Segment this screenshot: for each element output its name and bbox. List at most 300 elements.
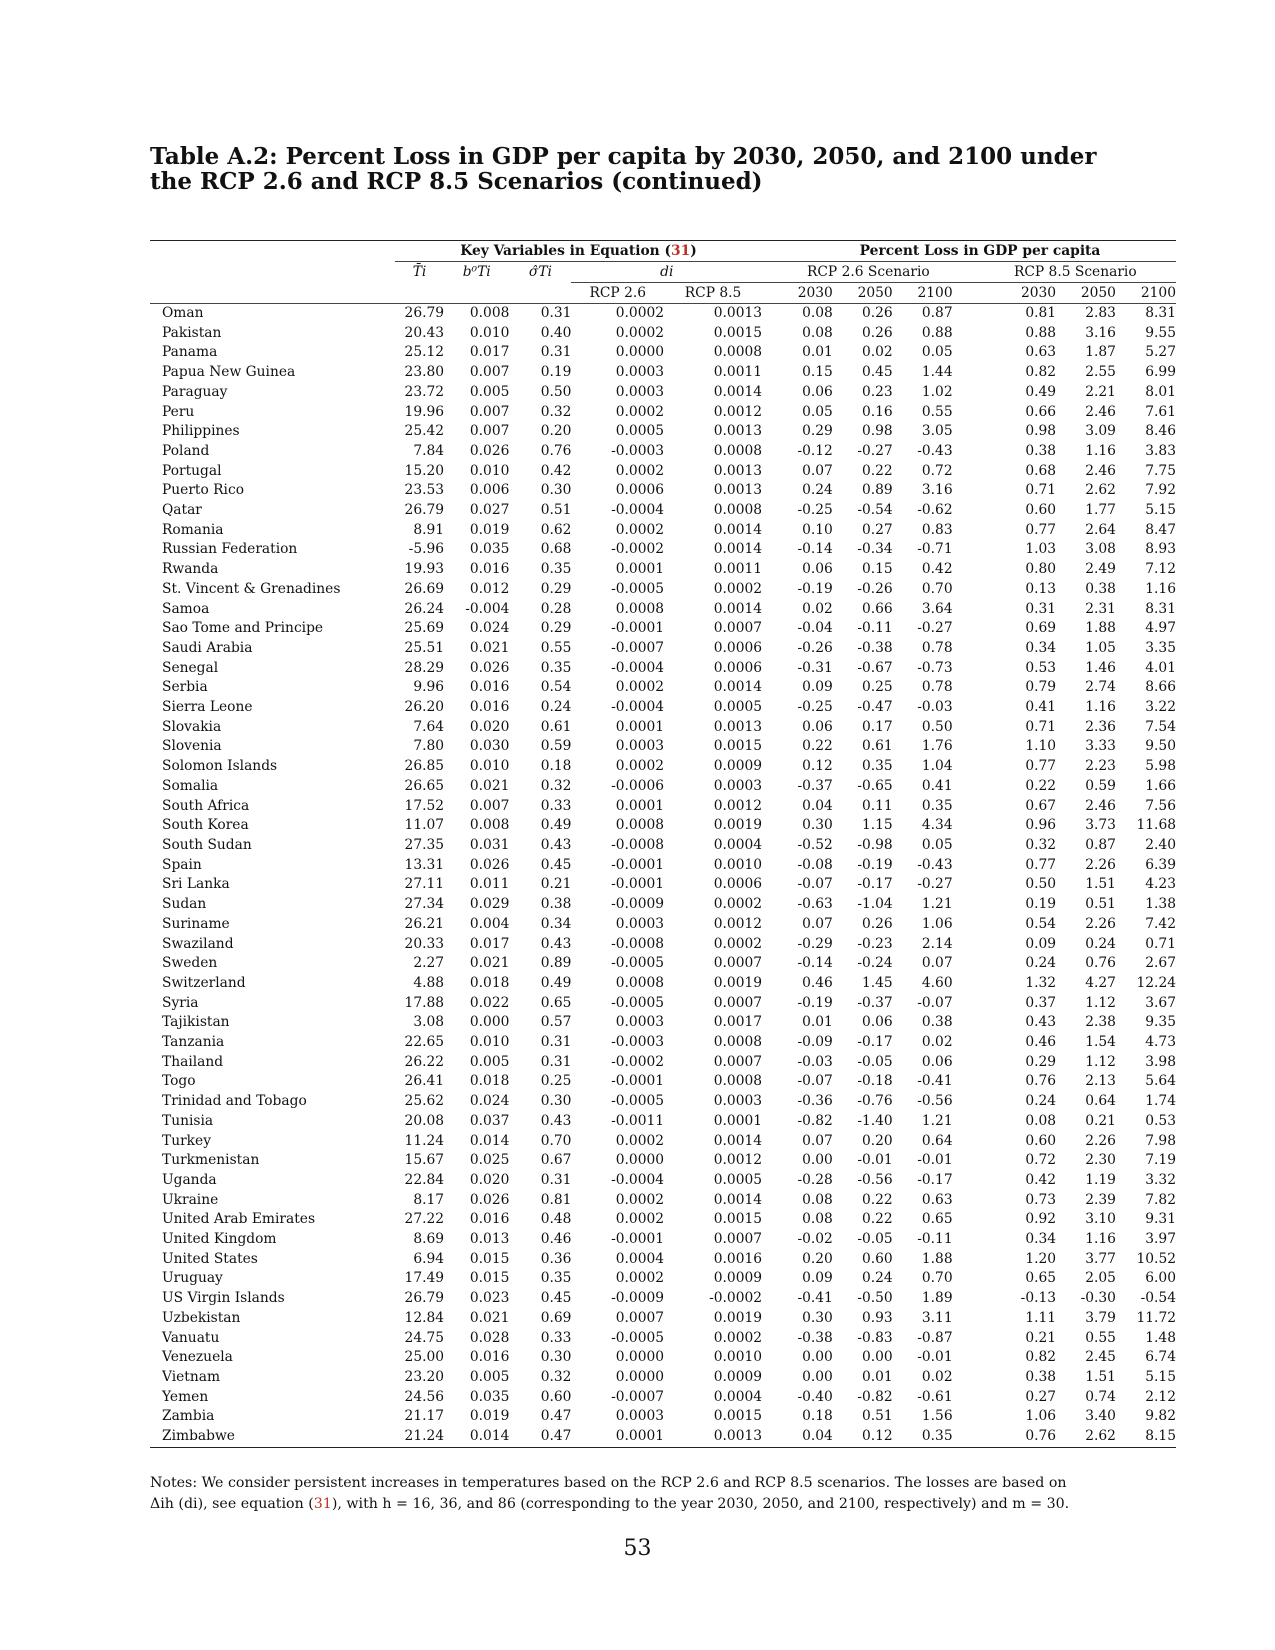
cell-d-rcp85: 0.0012	[713, 797, 763, 814]
cell-sigma: 0.45	[540, 1290, 572, 1307]
cell-rcp85-2100: 4.23	[1145, 876, 1176, 893]
cell-rcp85-2050: 1.16	[1085, 1231, 1116, 1248]
cell-rcp85-2100: 4.73	[1145, 1034, 1176, 1051]
cell-rcp26-2030: 0.30	[802, 817, 833, 834]
cell-rcp26-2050: 0.06	[861, 1014, 893, 1031]
cell-rcp26-2100: 2.14	[921, 935, 953, 952]
cell-rcp85-2050: 2.83	[1085, 305, 1116, 321]
cell-rcp26-2100: 0.05	[921, 344, 953, 361]
cell-b0: 0.016	[469, 1349, 510, 1366]
cell-b0: 0.007	[469, 403, 510, 420]
cell-rcp85-2050: 1.54	[1085, 1034, 1116, 1051]
cell-sigma: 0.54	[540, 679, 572, 696]
cell-rcp26-2030: 0.29	[802, 423, 833, 440]
table-row	[150, 1092, 1176, 1112]
cell-rcp26-2050: -0.98	[857, 836, 893, 853]
cell-sigma: 0.57	[540, 1014, 572, 1031]
cell-rcp85-2030: 0.38	[1025, 1368, 1057, 1385]
cell-rcp85-2050: 4.27	[1085, 974, 1116, 991]
cell-rcp26-2050: -0.24	[857, 955, 893, 972]
cell-rcp26-2050: 0.11	[861, 797, 893, 814]
cell-rcp26-2050: -0.65	[857, 777, 893, 794]
cell-country: St. Vincent & Grenadines	[162, 580, 341, 597]
cell-rcp26-2100: -0.11	[917, 1231, 953, 1248]
cell-country: Sweden	[162, 955, 218, 972]
cell-t-mean: 25.69	[404, 620, 445, 637]
cell-rcp26-2100: 0.55	[921, 403, 953, 420]
cell-rcp85-2030: 0.46	[1025, 1034, 1057, 1051]
cell-rcp85-2030: 1.06	[1025, 1408, 1057, 1425]
table-row	[150, 639, 1176, 659]
cell-b0: 0.021	[469, 1309, 510, 1326]
table-row	[150, 1013, 1176, 1033]
cell-rcp26-2100: -0.03	[917, 699, 953, 716]
cell-rcp26-2030: 0.20	[802, 1250, 833, 1267]
cell-b0: 0.026	[469, 442, 510, 459]
cell-b0: 0.016	[469, 1211, 510, 1228]
cell-country: Qatar	[162, 502, 202, 519]
cell-sigma: 0.68	[540, 541, 572, 558]
cell-rcp26-2050: 0.02	[861, 344, 893, 361]
cell-country: United Kingdom	[162, 1231, 277, 1248]
cell-rcp85-2030: 0.31	[1025, 600, 1057, 617]
cell-rcp26-2050: -0.76	[857, 1093, 893, 1110]
cell-t-mean: 27.34	[404, 896, 445, 913]
cell-rcp26-2030: 0.46	[802, 974, 833, 991]
cell-country: Suriname	[162, 915, 230, 932]
cell-sigma: 0.28	[540, 600, 572, 617]
cell-rcp26-2050: 0.60	[861, 1250, 893, 1267]
cell-t-mean: 17.52	[404, 797, 445, 814]
cell-rcp26-2030: -0.02	[797, 1231, 833, 1248]
cell-country: US Virgin Islands	[162, 1290, 285, 1307]
cell-t-mean: 22.84	[404, 1171, 445, 1188]
cell-t-mean: 25.12	[404, 344, 445, 361]
cell-rcp85-2050: 1.12	[1085, 994, 1116, 1011]
cell-d-rcp26: 0.0003	[615, 738, 665, 755]
cell-t-mean: 15.67	[404, 1152, 445, 1169]
table-row	[150, 797, 1176, 817]
cell-rcp85-2050: 3.16	[1085, 324, 1116, 341]
cell-sigma: 0.34	[540, 915, 572, 932]
cell-rcp85-2050: 0.21	[1085, 1112, 1116, 1129]
cell-sigma: 0.29	[540, 620, 572, 637]
cell-country: Vietnam	[162, 1368, 221, 1385]
cell-rcp85-2030: 0.65	[1025, 1270, 1057, 1287]
cell-t-mean: 8.91	[413, 521, 445, 538]
cell-rcp85-2030: 0.72	[1025, 1152, 1057, 1169]
gdp-loss-table	[150, 240, 1176, 1448]
cell-sigma: 0.50	[540, 383, 572, 400]
cell-rcp85-2030: 0.66	[1025, 403, 1057, 420]
cell-rcp26-2050: -0.56	[857, 1171, 893, 1188]
table-row	[150, 1191, 1176, 1211]
cell-rcp85-2100: 9.35	[1145, 1014, 1176, 1031]
cell-rcp85-2030: 0.76	[1025, 1073, 1057, 1090]
cell-rcp26-2050: 0.26	[861, 324, 893, 341]
table-row	[150, 698, 1176, 718]
col-year: 2030	[762, 283, 833, 304]
cell-country: Senegal	[162, 659, 219, 676]
cell-country: Slovenia	[162, 738, 222, 755]
cell-sigma: 0.19	[540, 364, 572, 381]
cell-rcp85-2030: 0.19	[1025, 896, 1057, 913]
cell-sigma: 0.35	[540, 659, 572, 676]
col-year: 2100	[1116, 283, 1176, 304]
table-row	[150, 1250, 1176, 1270]
col-year: 2050	[833, 283, 893, 304]
cell-rcp26-2100: 0.42	[921, 561, 953, 578]
cell-t-mean: 20.33	[404, 935, 445, 952]
cell-sigma: 0.81	[540, 1191, 572, 1208]
cell-rcp85-2050: 2.38	[1085, 1014, 1116, 1031]
cell-rcp85-2030: 0.08	[1025, 1112, 1057, 1129]
table-row	[150, 462, 1176, 482]
cell-t-mean: 26.20	[404, 699, 445, 716]
cell-rcp26-2100: 3.11	[921, 1309, 953, 1326]
cell-rcp85-2050: 1.12	[1085, 1053, 1116, 1070]
cell-b0: 0.007	[469, 364, 510, 381]
cell-rcp26-2100: 0.64	[921, 1132, 953, 1149]
cell-d-rcp26: 0.0002	[615, 521, 665, 538]
cell-rcp26-2030: 0.10	[802, 521, 833, 538]
cell-t-mean: 26.21	[404, 915, 445, 932]
cell-d-rcp85: 0.0007	[713, 1053, 763, 1070]
cell-sigma: 0.20	[540, 423, 572, 440]
cell-sigma: 0.43	[540, 836, 572, 853]
cell-b0: 0.013	[469, 1231, 510, 1248]
cell-sigma: 0.25	[540, 1073, 572, 1090]
page-number: 53	[623, 1536, 652, 1561]
cell-country: Tanzania	[162, 1034, 225, 1051]
cell-rcp26-2050: -0.17	[857, 876, 893, 893]
cell-sigma: 0.43	[540, 1112, 572, 1129]
cell-rcp85-2100: 5.15	[1145, 502, 1176, 519]
cell-rcp85-2030: 0.81	[1025, 305, 1057, 321]
header-row-variables	[150, 262, 1176, 283]
cell-country: Somalia	[162, 777, 219, 794]
cell-d-rcp85: 0.0008	[713, 442, 763, 459]
cell-rcp26-2030: 0.18	[802, 1408, 833, 1425]
cell-rcp26-2100: 0.38	[921, 1014, 953, 1031]
cell-sigma: 0.67	[540, 1152, 572, 1169]
cell-b0: 0.010	[469, 462, 510, 479]
cell-d-rcp26: 0.0003	[615, 1014, 665, 1031]
cell-rcp26-2050: -1.04	[857, 896, 893, 913]
cell-rcp26-2030: -0.07	[797, 1073, 833, 1090]
cell-sigma: 0.31	[540, 344, 572, 361]
cell-d-rcp85: 0.0014	[713, 383, 763, 400]
cell-sigma: 0.47	[540, 1408, 572, 1425]
cell-rcp26-2030: -0.26	[797, 639, 833, 656]
cell-b0: 0.019	[469, 1408, 510, 1425]
cell-d-rcp85: 0.0008	[713, 1034, 763, 1051]
cell-rcp26-2100: 1.06	[921, 915, 953, 932]
cell-rcp85-2050: 0.38	[1085, 580, 1116, 597]
cell-rcp26-2030: 0.08	[802, 305, 833, 321]
cell-rcp26-2100: 0.35	[893, 1427, 953, 1447]
table-row	[150, 994, 1176, 1014]
cell-rcp26-2030: 0.04	[762, 1427, 833, 1447]
cell-t-mean: 25.42	[404, 423, 445, 440]
cell-b0: 0.027	[469, 502, 510, 519]
notes-equation-ref-link[interactable]: 31	[313, 1496, 332, 1512]
cell-country: Zambia	[162, 1408, 215, 1425]
cell-rcp26-2050: 0.12	[833, 1427, 893, 1447]
notes-line-2: Δih (di), see equation (31), with h = 16, 36, and 86 (corresponding to the year 2030, 2050, and 2100, respectively) and m = 30.	[150, 1496, 1070, 1512]
cell-sigma: 0.30	[540, 482, 572, 499]
cell-rcp85-2030: 0.21	[1025, 1329, 1057, 1346]
cell-rcp85-2030: 0.69	[1025, 620, 1057, 637]
cell-b0: 0.026	[469, 659, 510, 676]
cell-rcp26-2030: -0.37	[797, 777, 833, 794]
cell-d-rcp26: -0.0004	[611, 659, 665, 676]
cell-country: Oman	[162, 305, 204, 321]
table-row	[150, 816, 1176, 836]
cell-rcp26-2050: 0.25	[861, 679, 893, 696]
equation-ref-link[interactable]: 31	[671, 243, 691, 259]
cell-d-rcp26: -0.0001	[611, 1231, 665, 1248]
cell-rcp26-2050: -0.05	[857, 1231, 893, 1248]
cell-rcp85-2100: 7.61	[1145, 403, 1176, 420]
cell-rcp85-2050: 1.19	[1085, 1171, 1116, 1188]
cell-t-mean: 26.69	[404, 580, 445, 597]
cell-country: United States	[162, 1250, 258, 1267]
cell-rcp26-2100: 4.34	[921, 817, 953, 834]
cell-b0: 0.015	[469, 1250, 510, 1267]
table-row	[150, 1329, 1176, 1349]
cell-d-rcp85: 0.0014	[713, 1191, 763, 1208]
cell-rcp85-2030: 0.77	[1025, 856, 1057, 873]
cell-d-rcp26: 0.0001	[615, 718, 665, 735]
cell-rcp85-2100: 11.72	[1136, 1309, 1176, 1326]
cell-rcp85-2030: 0.79	[1025, 679, 1057, 696]
cell-rcp26-2050: -0.17	[857, 1034, 893, 1051]
cell-rcp85-2100: 3.22	[1145, 699, 1176, 716]
cell-sigma: 0.40	[540, 324, 572, 341]
cell-d-rcp26: 0.0006	[615, 482, 665, 499]
cell-t-mean: -5.96	[408, 541, 445, 558]
cell-rcp85-2050: 0.59	[1085, 777, 1116, 794]
cell-rcp26-2100: 0.70	[921, 1270, 953, 1287]
cell-rcp26-2030: -0.52	[797, 836, 833, 853]
cell-rcp85-2100: 6.74	[1145, 1349, 1176, 1366]
cell-rcp85-2050: 2.31	[1085, 600, 1116, 617]
cell-sigma: 0.46	[540, 1231, 572, 1248]
cell-d-rcp85: 0.0015	[713, 324, 763, 341]
cell-rcp26-2100: 1.88	[921, 1250, 953, 1267]
cell-t-mean: 23.72	[404, 383, 445, 400]
cell-d-rcp26: -0.0003	[611, 442, 665, 459]
table-row	[150, 1289, 1176, 1309]
cell-t-mean: 25.51	[404, 639, 445, 656]
cell-rcp26-2050: -0.27	[857, 442, 893, 459]
cell-d-rcp26: 0.0003	[615, 364, 665, 381]
cell-rcp85-2030: 0.92	[1025, 1211, 1057, 1228]
cell-rcp26-2030: 0.12	[802, 758, 833, 775]
cell-d-rcp85: 0.0014	[713, 541, 763, 558]
cell-country: Poland	[162, 442, 210, 459]
cell-country: South Sudan	[162, 836, 252, 853]
cell-sigma: 0.33	[540, 1329, 572, 1346]
cell-sigma: 0.49	[540, 974, 572, 991]
cell-rcp26-2030: 0.07	[802, 915, 833, 932]
cell-sigma: 0.36	[540, 1250, 572, 1267]
cell-d-rcp85: 0.0007	[713, 994, 763, 1011]
cell-rcp26-2100: 0.06	[921, 1053, 953, 1070]
cell-d-rcp85: 0.0009	[713, 758, 763, 775]
table-row	[150, 757, 1176, 777]
cell-rcp26-2050: -0.19	[857, 856, 893, 873]
cell-rcp85-2100: 5.15	[1145, 1368, 1176, 1385]
cell-t-mean: 21.24	[395, 1427, 444, 1447]
cell-rcp26-2100: 3.64	[921, 600, 953, 617]
cell-rcp26-2030: 0.01	[802, 344, 833, 361]
cell-b0: 0.010	[469, 324, 510, 341]
cell-rcp85-2030: 0.34	[1025, 1231, 1057, 1248]
cell-d-rcp26: 0.0000	[615, 1368, 665, 1385]
cell-d-rcp26: 0.0003	[615, 383, 665, 400]
cell-rcp85-2050: 2.46	[1085, 797, 1116, 814]
table-row	[150, 324, 1176, 344]
cell-rcp85-2050: 3.08	[1085, 541, 1116, 558]
cell-b0: 0.016	[469, 561, 510, 578]
cell-rcp85-2030: 0.42	[1025, 1171, 1057, 1188]
cell-d-rcp85: 0.0006	[713, 876, 763, 893]
cell-b0: 0.008	[469, 305, 510, 321]
cell-t-mean: 20.08	[404, 1112, 445, 1129]
cell-rcp85-2100: 9.55	[1145, 324, 1176, 341]
cell-rcp26-2030: 0.06	[802, 561, 833, 578]
cell-d-rcp26: 0.0002	[615, 1191, 665, 1208]
cell-rcp85-2050: 1.51	[1085, 1368, 1116, 1385]
cell-rcp26-2050: -0.38	[857, 639, 893, 656]
cell-rcp85-2050: 2.13	[1085, 1073, 1116, 1090]
cell-rcp26-2100: 1.44	[921, 364, 953, 381]
cell-d-rcp85: 0.0002	[713, 896, 763, 913]
cell-country: Peru	[162, 403, 195, 420]
cell-country: Romania	[162, 521, 224, 538]
table-row	[150, 718, 1176, 738]
cell-rcp26-2100: 1.04	[921, 758, 953, 775]
cell-rcp26-2030: -0.25	[797, 502, 833, 519]
cell-rcp85-2050: 0.74	[1085, 1388, 1116, 1405]
cell-b0: 0.007	[469, 423, 510, 440]
cell-rcp26-2050: 0.66	[861, 600, 893, 617]
cell-d-rcp26: 0.0008	[615, 817, 665, 834]
cell-rcp85-2050: 0.55	[1085, 1329, 1116, 1346]
cell-rcp85-2050: 1.16	[1085, 699, 1116, 716]
cell-d-rcp85: 0.0015	[713, 1211, 763, 1228]
rcp85-scenario-header: RCP 8.5 Scenario	[953, 262, 1176, 283]
cell-rcp85-2100: 7.12	[1145, 561, 1176, 578]
cell-sigma: 0.32	[540, 1368, 572, 1385]
cell-d-rcp85: 0.0001	[713, 1112, 763, 1129]
cell-d-rcp26: 0.0002	[615, 758, 665, 775]
table-row	[150, 1427, 1176, 1447]
cell-country: Syria	[162, 994, 199, 1011]
table-row	[150, 580, 1176, 600]
cell-sigma: 0.59	[540, 738, 572, 755]
cell-t-mean: 24.56	[404, 1388, 445, 1405]
cell-d-rcp26: 0.0007	[615, 1309, 665, 1326]
cell-d-rcp85: 0.0012	[713, 915, 763, 932]
cell-d-rcp26: -0.0009	[611, 896, 665, 913]
cell-rcp26-2100: 1.89	[921, 1290, 953, 1307]
cell-b0: 0.037	[469, 1112, 510, 1129]
cell-b0: 0.026	[469, 856, 510, 873]
cell-country: United Arab Emirates	[162, 1211, 316, 1228]
cell-d-rcp85: 0.0013	[713, 482, 763, 499]
cell-d-rcp85: 0.0019	[713, 817, 763, 834]
cell-d-rcp85: 0.0014	[713, 679, 763, 696]
cell-rcp85-2030: 0.09	[1025, 935, 1057, 952]
cell-d-rcp26: -0.0005	[611, 1093, 665, 1110]
cell-d-rcp85: 0.0005	[713, 1171, 763, 1188]
cell-t-mean: 19.96	[404, 403, 445, 420]
cell-country: Samoa	[162, 600, 210, 617]
cell-sigma: 0.21	[540, 876, 572, 893]
cell-b0: 0.030	[469, 738, 510, 755]
cell-rcp85-2050: 0.64	[1085, 1093, 1116, 1110]
cell-rcp85-2100: 6.99	[1145, 364, 1176, 381]
cell-d-rcp26: 0.0008	[615, 600, 665, 617]
cell-b0: 0.035	[469, 541, 510, 558]
cell-rcp85-2050: 1.77	[1085, 502, 1116, 519]
table-row	[150, 659, 1176, 679]
cell-sigma: 0.29	[540, 580, 572, 597]
cell-rcp85-2030: 1.03	[1025, 541, 1057, 558]
cell-rcp85-2050: 1.51	[1085, 876, 1116, 893]
cell-rcp85-2100: 5.98	[1145, 758, 1176, 775]
cell-rcp85-2050: 2.21	[1085, 383, 1116, 400]
table-row	[150, 343, 1176, 363]
cell-t-mean: 23.80	[404, 364, 445, 381]
cell-rcp85-2030: 0.49	[1025, 383, 1057, 400]
cell-country: South Africa	[162, 797, 250, 814]
cell-rcp26-2100: 1.21	[921, 896, 953, 913]
cell-b0: 0.014	[469, 1132, 510, 1149]
cell-rcp26-2030: -0.07	[797, 876, 833, 893]
cell-rcp26-2050: 1.45	[861, 974, 893, 991]
cell-rcp26-2050: 0.22	[861, 462, 893, 479]
cell-b0: 0.031	[469, 836, 510, 853]
cell-d-rcp85: 0.0010	[713, 1349, 763, 1366]
cell-d-rcp85: 0.0014	[713, 1132, 763, 1149]
cell-rcp85-2100: 8.93	[1145, 541, 1176, 558]
cell-t-mean: 26.24	[404, 600, 445, 617]
cell-b0: 0.007	[469, 797, 510, 814]
cell-rcp85-2030: 0.43	[1025, 1014, 1057, 1031]
cell-rcp26-2100: 0.72	[921, 462, 953, 479]
cell-d-rcp26: 0.0003	[615, 915, 665, 932]
cell-t-mean: 27.22	[404, 1211, 445, 1228]
cell-rcp85-2030: 0.63	[1025, 344, 1057, 361]
cell-rcp85-2100: 10.52	[1136, 1250, 1176, 1267]
cell-rcp85-2100: 9.82	[1145, 1408, 1176, 1425]
cell-rcp85-2050: 2.62	[1085, 482, 1116, 499]
cell-d-rcp26: -0.0001	[611, 876, 665, 893]
cell-country: Swaziland	[162, 935, 234, 952]
cell-d-rcp85: 0.0002	[713, 935, 763, 952]
cell-d-rcp85: 0.0015	[713, 738, 763, 755]
cell-rcp85-2050: 2.05	[1085, 1270, 1116, 1287]
cell-rcp85-2030: 0.24	[1025, 1093, 1057, 1110]
table-row	[150, 1210, 1176, 1230]
cell-rcp26-2030: 0.05	[802, 403, 833, 420]
cell-sigma: 0.62	[540, 521, 572, 538]
cell-rcp85-2100: 8.46	[1145, 423, 1176, 440]
